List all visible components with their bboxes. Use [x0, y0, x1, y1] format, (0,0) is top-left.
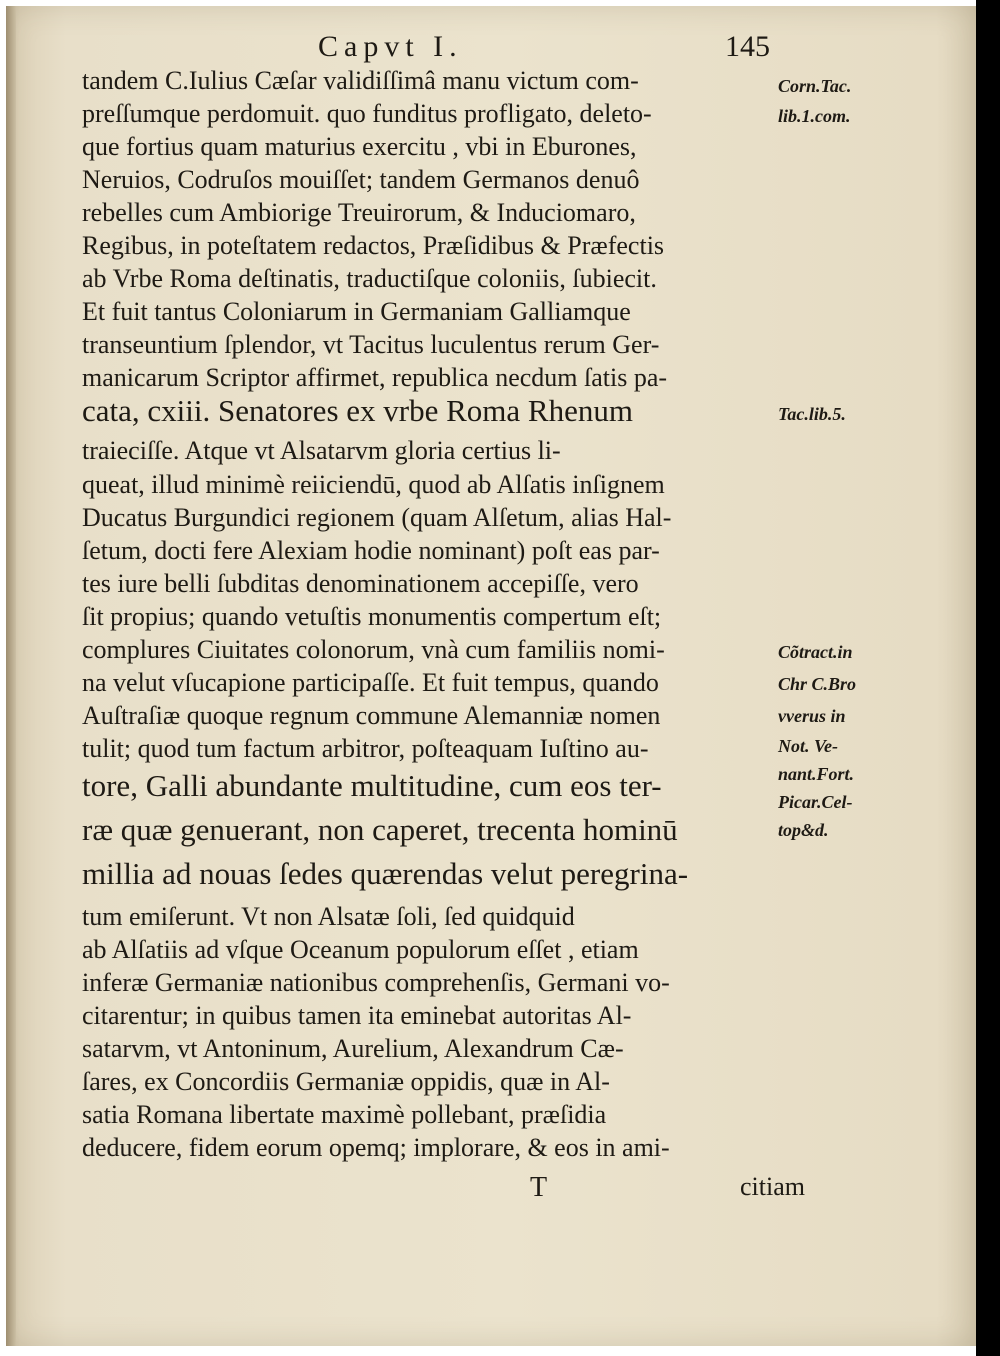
text-line: tes iure belli ſubditas denominationem accepiſſe, vero: [82, 569, 639, 598]
text-line: traieciſſe. Atque vt Alsatarvm gloria certius li-: [82, 436, 561, 465]
text-line: cata, cxiii. Senatores ex vrbe Roma Rhenum: [82, 393, 633, 428]
text-line: rebelles cum Ambiorige Treuirorum, & Induciomaro,: [82, 198, 636, 227]
text-line: millia ad nouas ſedes quærendas velut peregrina-: [82, 856, 689, 891]
text-line: Auſtraſiæ quoque regnum commune Alemanniæ nomen: [82, 701, 661, 730]
margin-note: nant.Fort.: [778, 764, 855, 784]
text-line: queat, illud minimè reiiciendū, quod ab Alſatis inſignem: [82, 470, 665, 499]
text-line: ab Alſatiis ad vſque Oceanum populorum eſſet , etiam: [82, 935, 639, 964]
catchword: citiam: [740, 1172, 805, 1201]
text-line: citarentur; in quibus tamen ita eminebat autoritas Al-: [82, 1001, 632, 1030]
text-line: satarvm, vt Antoninum, Aurelium, Alexandrum Cæ-: [82, 1034, 624, 1063]
text-line: ſit propius; quando vetuſtis monumentis compertum eſt;: [82, 602, 662, 631]
signature-mark: T: [530, 1172, 548, 1203]
scan-border: [976, 0, 1000, 1356]
page-header: [318, 30, 778, 70]
margin-note: vverus in: [778, 706, 846, 726]
text-line: transeuntium ſplendor, vt Tacitus luculentus rerum Ger-: [82, 330, 660, 359]
text-line: ræ quæ genuerant, non caperet, trecenta hominū: [82, 812, 678, 847]
text-line: tulit; quod tum factum arbitror, poſteaquam Iuſtino au-: [82, 734, 649, 763]
text-line: tum emiſerunt. Vt non Alsatæ ſoli, ſed quidquid: [82, 902, 575, 931]
text-line: ſetum, docti fere Alexiam hodie nominant) poſt eas par-: [82, 536, 660, 565]
text-line: inferæ Germaniæ nationibus comprehenſis, Germani vo-: [82, 968, 670, 997]
margin-note: Tac.lib.5.: [778, 404, 846, 424]
book-spine-shadow: [6, 6, 16, 1346]
text-line: na velut vſucapione participaſſe. Et fuit tempus, quando: [82, 668, 659, 697]
text-line: Neruios, Codruſos mouiſſet; tandem Germanos denuô: [82, 165, 640, 194]
margin-note: Chr C.Bro: [778, 674, 857, 694]
text-line: satia Romana libertate maximè pollebant, præſidia: [82, 1100, 607, 1129]
text-line: tore, Galli abundante multitudine, cum eos ter-: [82, 768, 662, 803]
text-line: que fortius quam maturius exercitu , vbi in Eburones,: [82, 132, 637, 161]
page-number: 145: [725, 30, 770, 63]
text-line: Regibus, in poteſtatem redactos, Præſidibus & Præfectis: [82, 231, 665, 260]
text-line: Et fuit tantus Coloniarum in Germaniam Galliamque: [82, 297, 631, 326]
text-line: tandem C.Iulius Cæſar validiſſimâ manu victum com-: [82, 66, 639, 95]
margin-note: Picar.Cel-: [778, 792, 853, 812]
margin-note: Cõtract.in: [778, 642, 853, 662]
margin-note: Corn.Tac.: [778, 76, 852, 96]
text-line: deducere, fidem eorum opemq; implorare, & eos in ami-: [82, 1133, 670, 1162]
margin-note: lib.1.com.: [778, 106, 851, 126]
text-line: complures Ciuitates colonorum, vnà cum familiis nomi-: [82, 635, 665, 664]
text-line: Ducatus Burgundici regionem (quam Alſetum, alias Hal-: [82, 503, 672, 532]
running-title: Capvt I.: [318, 30, 463, 63]
margin-note: top&d.: [778, 820, 829, 840]
margin-note: Not. Ve-: [778, 736, 838, 756]
text-line: preſſumque perdomuit. quo funditus profligato, deleto-: [82, 99, 652, 128]
text-line: manicarum Scriptor affirmet, republica necdum ſatis pa-: [82, 363, 668, 392]
text-line: ſares, ex Concordiis Germaniæ oppidis, quæ in Al-: [82, 1067, 610, 1096]
text-line: ab Vrbe Roma deſtinatis, traductiſque coloniis, ſubiecit.: [82, 264, 657, 293]
